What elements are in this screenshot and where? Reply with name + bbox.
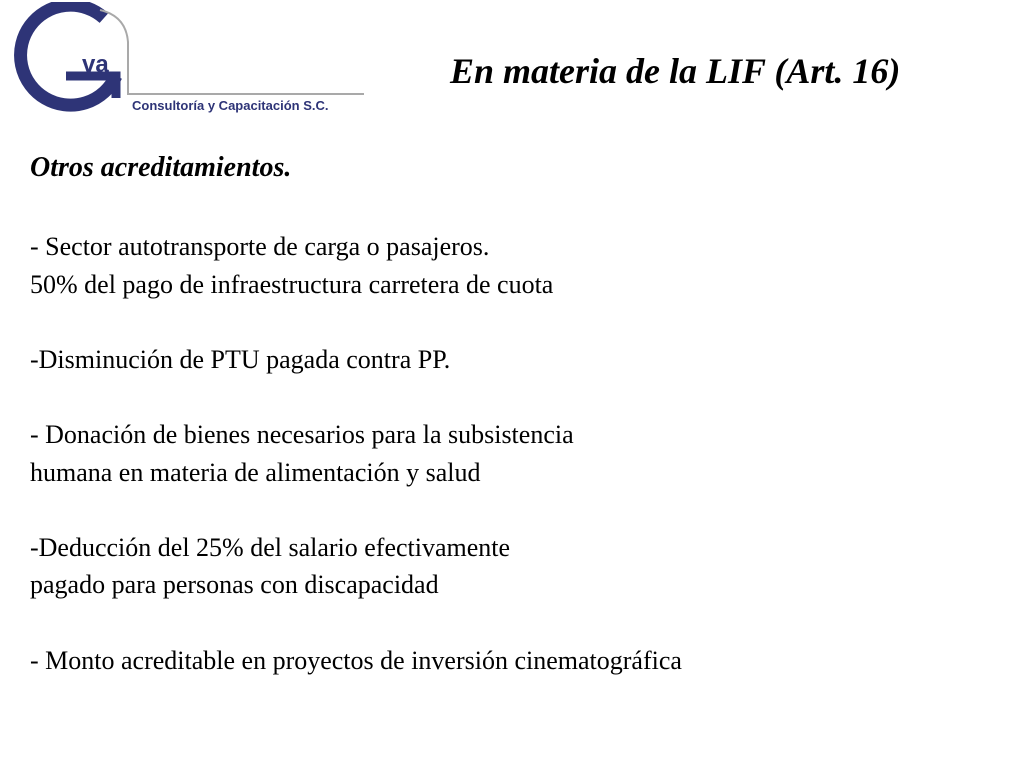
logo-company-name: Consultoría y Capacitación S.C. (132, 98, 329, 113)
list-item (30, 341, 682, 379)
company-logo (4, 2, 374, 120)
logo-gray-line (100, 10, 364, 94)
list-item (30, 529, 682, 604)
list-item-line: - Donación de bienes necesarios para la subsistencia (30, 419, 574, 449)
list-item-line: humana en materia de alimentación y salud (30, 457, 481, 487)
list-item-line: -Deducción del 25% del salario efectivamente (30, 532, 511, 562)
content-list (30, 228, 682, 679)
slide-title: En materia de la LIF (Art. 16) (450, 51, 901, 91)
list-item (30, 642, 682, 680)
logo-mark-text: va (82, 51, 109, 78)
list-item (30, 228, 682, 303)
list-item-line: -Disminución de PTU pagada contra PP. (30, 344, 451, 374)
list-item (30, 416, 682, 491)
section-subheading: Otros acreditamientos. (30, 152, 292, 183)
list-item-line: - Sector autotransporte de carga o pasajeros. (30, 232, 490, 261)
list-item-line: 50% del pago de infraestructura carretera de cuota (30, 269, 554, 299)
list-item-line: - Monto acreditable en proyectos de inversión cinematográfica (30, 645, 682, 675)
list-item-line: pagado para personas con discapacidad (30, 570, 439, 600)
